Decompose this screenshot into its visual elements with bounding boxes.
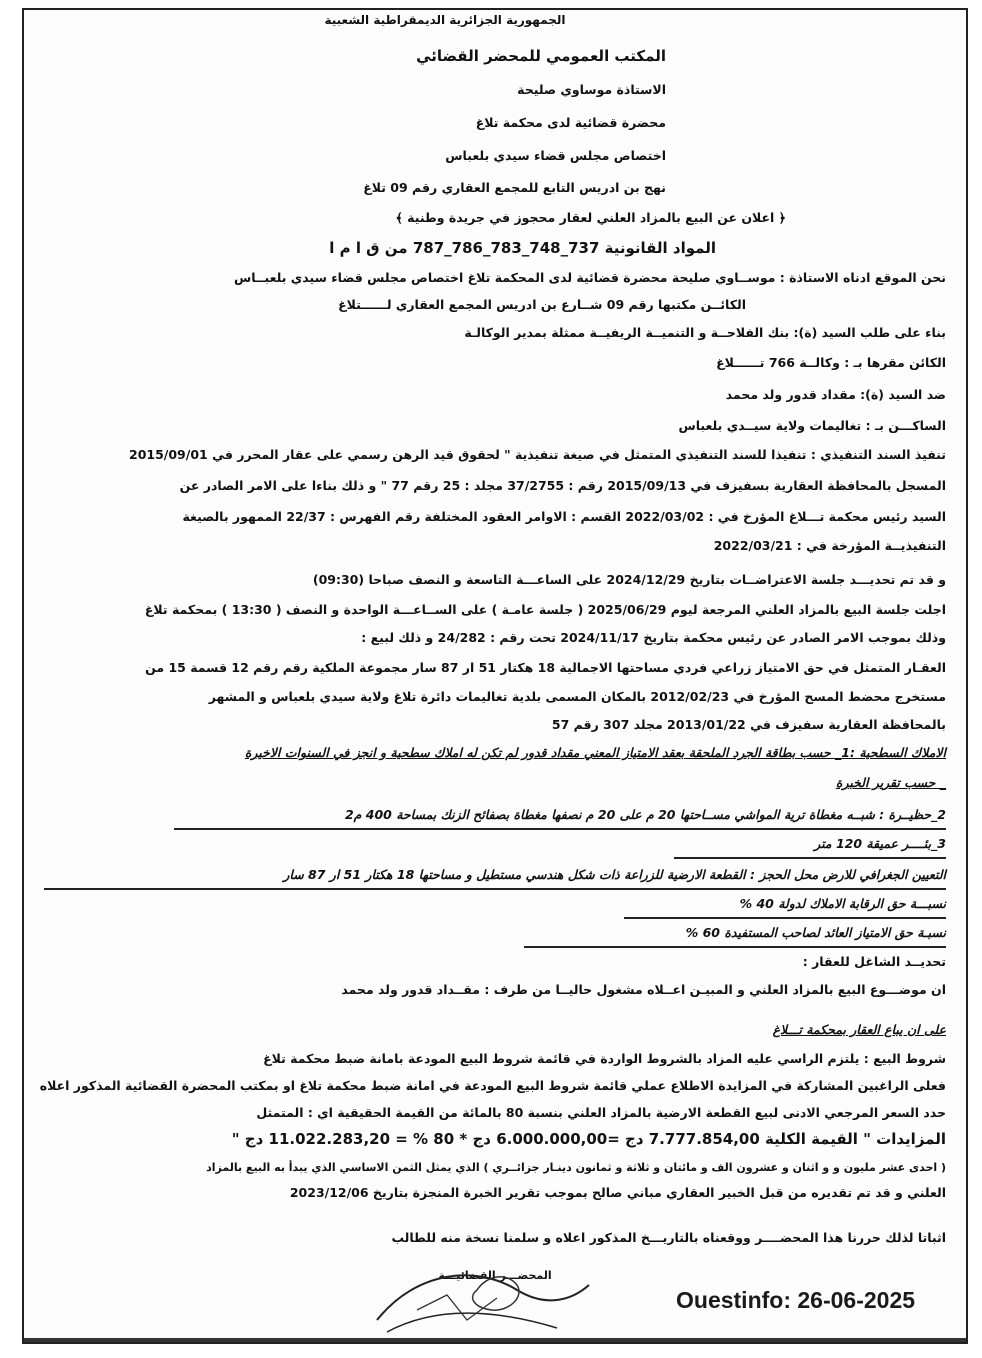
page-border-bottom [24,1338,966,1342]
property-description: العقـار المتمثل في حق الامتياز زراعي فردي مساحتها الاجمالية 18 هكتار 51 ار 87 سار مجموعة الملكية رقم رقم 12 قسمة 15 من [145,660,946,675]
shed-description: 2_حظيــرة : شبــه مغطاة ترية المواشي مســاحتها 20 م على 20 م نصفها مغطاة بصفائح الزنك بمساحة 400 م2 [344,807,946,822]
price-valuation: المزايدات " القيمة الكلية 7.777.854,00 دج =6.000.000,00 دج * 80 % = 11.022.283,20 دج " [231,1130,946,1148]
body-line: حدد السعر المرجعي الادنى لبيع القطعة الارضية بالمزاد العلني بنسبة 80 بالمائة من القيمة الحقيقية اي : المتمثل [256,1105,946,1120]
body-line: السيد رئيس محكمة تـــلاغ المؤرخ في : 2022/03/02 القسم : الاوامر العقود المختلفة رقم الفهرس : 22/37 الممهور بالصيغة [182,509,946,524]
objection-session: و قد تم تحديـــد جلسة الاعتراضــات بتاريخ 2024/12/29 على الساعـــة التاسعة و النصف صباحا (09:30) [312,572,946,587]
surface-assets: الاملاك السطحية :1_ حسب بطاقة الجرد الملحقة بعقد الامتياز المعني مقداد قدور لم تكن له املاك سطحية و انجز في السنوات الاخيرة [244,745,946,760]
body-line: الكائــن مكتبها رقم 09 شــارع بن ادريس المجمع العقاري لــــــتلاغ [338,297,746,312]
bailiff-name: الاستاذة موساوي صليحة [517,82,666,97]
legal-articles: المواد القانونية 737_748_783_786_787 من ق ا م ا [329,239,716,257]
body-line: بناء على طلب السيد (ة): بنك الفلاحــة و التنميــة الريفيــة ممثلة بمدير الوكالـة [464,325,946,340]
underline [44,888,946,890]
source-watermark: Ouestinfo: 26-06-2025 [676,1287,916,1313]
underline [674,857,946,859]
debtor-name: ضد السيد (ة): مقداد قدور ولد محمد [725,387,946,402]
sale-location: على ان يباع العقار بمحكمة تـــلاغ [772,1022,946,1037]
body-line: الكائن مقرها بـ : وكالــة 766 تــــــلاغ [716,355,946,370]
body-line: ( احدى عشر مليون و و اثنان و عشرون الف و مائتان و ثلاثة و ثمانون دينـار جزائــري ) الذي يمثل الثمن الاساسي الذي يبدأ به البيع بالمزاد [206,1161,946,1174]
body-line: التنفيذيــة المؤرخة في : 2022/03/21 [713,538,946,553]
concession-share: نسبـة حق الامتياز العائد لصاحب المستفيدة 60 % [685,925,946,940]
body-line: تنفيذ السند التنفيذي : تنفيذا للسند التنفيذي المتمثل في صيغة تنفيذية " لحقوق قيد الرهن رسمي على عقار المحرر في 2015/09/01 [129,447,946,462]
closing-statement: اثباتا لذلك حررنا هذا المحضــــر ووقعناه بالتاريـــخ المذكور اعلاه و سلمنا نسخة منه للطالب [391,1230,946,1245]
signature-title: المحضـــر القضائيـــة [438,1269,552,1282]
office-address: نهج بن ادريس التابع للمجمع العقاري رقم 09 تلاغ [363,180,666,195]
underline [174,828,946,830]
occupant-line: ان موضـــوع البيع بالمزاد العلني و المبيـن اعــلاه مشغول حاليــا من طرف : مقــداد قدور ولد محمد [341,982,946,997]
well-description: 3_بئــــر عميقة 120 متر [814,836,946,851]
state-share: نسبـــة حق الرقابة الاملاك لدولة 40 % [739,896,946,911]
body-line: _ حسب تقرير الخبرة [835,775,946,790]
underline [524,946,946,948]
occupant-heading: تحديــد الشاغل للعقار : [802,954,946,969]
body-line: المسجل بالمحافظة العقارية بسفيزف في 2015/09/13 رقم : 37/2755 مجلد : 25 رقم 77 " و ذلك بناءا على الامر الصادر عن [179,478,946,493]
republic-header: الجمهورية الجزائرية الديمقراطية الشعبية [324,13,566,27]
body-line: نحن الموقع ادناه الاستاذة : موســاوي صليحة محضرة قضائية لدى المحكمة تلاغ اختصاص مجلس قضاء سيدي بلعبــاس [234,270,946,285]
signature-stamp [357,1250,597,1345]
geographic-designation: التعيين الجغرافي للارض محل الحجز : القطعة الارضية للزراعة ذات شكل هندسي مستطيل و مساحتها 18 هكتار 51 ار 87 سار [283,867,946,882]
debtor-address: الساكـــن بـ : تغاليمات ولاية سيــدي بلعباس [678,418,946,433]
expert-report: العلني و قد تم تقديره من قبل الخبير العقاري مباني صالح بموجب تقرير الخبرة المنجزة بتاريخ 2023/12/06 [289,1185,946,1200]
body-line: فعلى الراغبين المشاركة في المزايدة الاطلاع عملي قائمة شروط البيع المودعة في امانة ضبط محكمة تلاغ او بمكتب المحضرة القضائية المذكور اعلاه [39,1078,946,1093]
announcement-title: ﴿ اعلان عن البيع بالمزاد العلني لعقار محجوز في جريدة وطنية ﴾ [395,210,786,225]
body-line: وذلك بموجب الامر الصادر عن رئيس محكمة بتاريخ 2024/11/17 تحت رقم : 24/282 و ذلك لبيع : [361,630,946,645]
body-line: مستخرج محضط المسح المؤرخ في 2012/02/23 بالمكان المسمى بلدية تغاليمات دائرة تلاغ ولاية سيدي بلعباس و المشهر [208,689,946,704]
sale-conditions: شروط البيع : يلتزم الراسي عليه المزاد بالشروط الواردة في قائمة شروط البيع المودعة بامانة ضبط محكمة تلاغ [263,1051,946,1066]
underline [624,917,946,919]
auction-session: اجلت جلسة البيع بالمزاد العلني المرجعة ليوم 2025/06/29 ( جلسة عامـة ) على الســاعـــة الواحدة و النصف ( 13:30 ) بمحكمة تلاغ [144,602,946,617]
document-page [22,8,968,1344]
office-name: المكتب العمومي للمحضر القضائي [416,47,666,65]
court-name: محضرة قضائية لدى محكمة تلاغ [475,115,666,130]
body-line: بالمحافظة العقارية سفيزف في 2013/01/22 مجلد 307 رقم 57 [551,717,946,732]
jurisdiction: اختصاص مجلس قضاء سيدي بلعباس [445,148,666,163]
